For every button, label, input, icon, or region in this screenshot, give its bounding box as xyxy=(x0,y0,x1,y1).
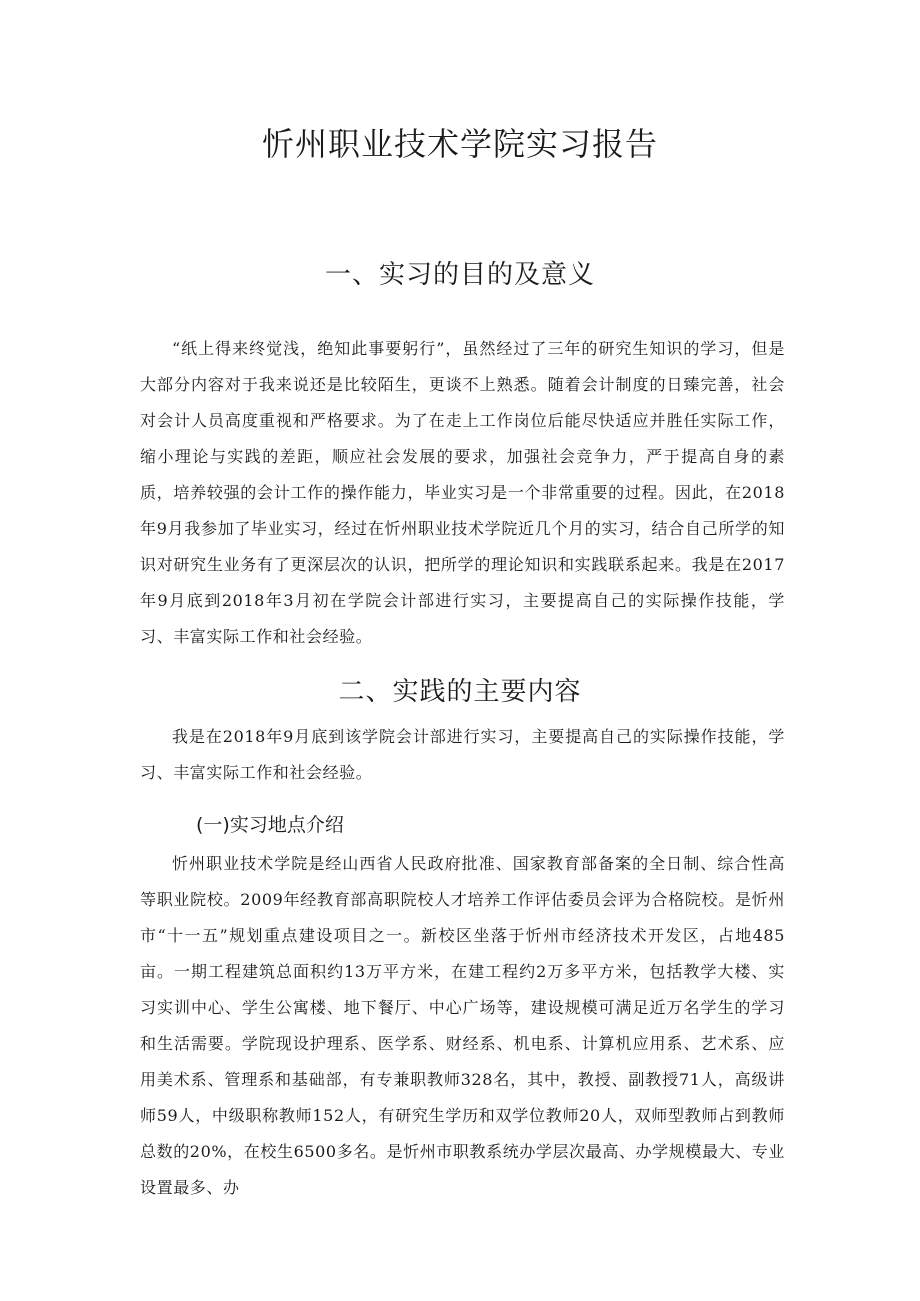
section-paragraph-content: 我是在2018年9月底到该学院会计部进行实习，主要提高自己的实际操作技能，学习、丰富实际工作和社会经验。 xyxy=(140,727,785,782)
document-title: 忻州职业技术学院实习报告 xyxy=(261,125,658,163)
section-paragraph-purpose: “纸上得来终觉浅，绝知此事要躬行”，虽然经过了三年的研究生知识的学习，但是大部分内容对于我来说还是比较陌生，更谈不上熟悉。随着会计制度的日臻完善，社会对会计人员高度重视和严格要求。为了在走上工作岗位后能尽快适应并胜任实际工作，缩小理论与实践的差距，顺应社会发展的要求，加强社会竞争力，严于提高自身的素质，培养较强的会计工作的操作能力，毕业实习是一个非常重要的过程。因此，在2018年9月我参加了毕业实习，经过在忻州职业技术学院近几个月的实习，结合自己所学的知识对研究生业务有了更深层次的认识，把所学的理论知识和实践联系起来。我是在2017年9月底到2018年3月初在学院会计部进行实习，主要提高自己的实际操作技能，学习、丰富实际工作和社会经验。 xyxy=(140,339,785,646)
section-heading-purpose: 一、实习的目的及意义 xyxy=(324,260,595,290)
subsection-paragraph-location: 忻州职业技术学院是经山西省人民政府批准、国家教育部备案的全日制、综合性高等职业院校。2009年经教育部高职院校人才培养工作评估委员会评为合格院校。是忻州市“十一五”规划重点建设项目之一。新校区坐落于忻州市经济技术开发区，占地485亩。一期工程建筑总面积约13万平方米，在建工程约2万多平方米，包括教学大楼、实习实训中心、学生公寓楼、地下餐厅、中心广场等，建设规模可满足近万名学生的学习和生活需要。学院现设护理系、医学系、财经系、机电系、计算机应用系、艺术系、应用美术系、管理系和基础部，有专兼职教师328名，其中，教授、副教授71人，高级讲师59人，中级职称教师152人，有研究生学历和双学位教师20人，双师型教师占到教师总数的20%，在校生6500多名。是忻州市职教系统办学层次最高、办学规模最大、专业设置最多、办 xyxy=(140,854,785,1197)
section-heading-content: 二、实践的主要内容 xyxy=(338,677,582,707)
subsection-heading-location: (一)实习地点介绍 xyxy=(196,814,344,836)
